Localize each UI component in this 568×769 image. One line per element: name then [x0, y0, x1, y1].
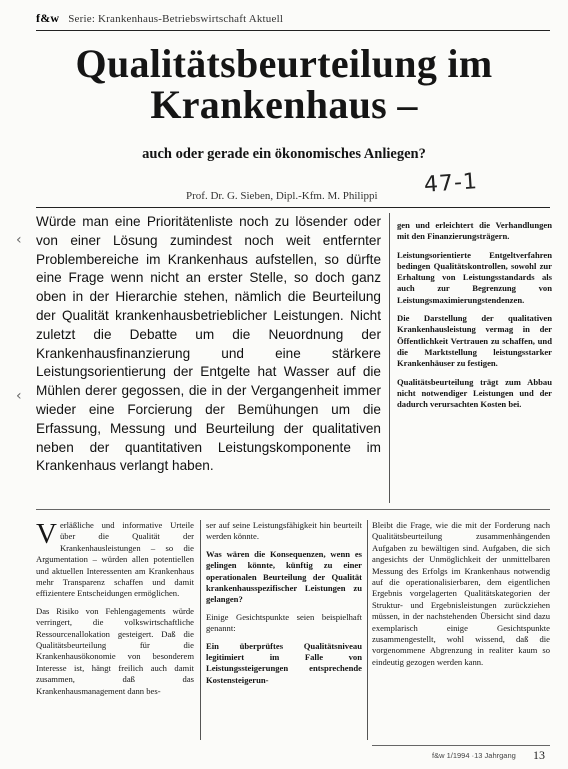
footer-rule: [372, 745, 550, 746]
title-line-2: Krankenhaus –: [150, 82, 418, 127]
header-rule: [36, 30, 550, 31]
key-points-column: [397, 220, 552, 417]
question-paragraph: Was wären die Konsequenzen, wenn es gelingen könnte, künftig zu einer operationalen Beurteilung der Qualität krankenhausspezifischer Leistungen zu gelangen?: [206, 548, 362, 605]
handwritten-note: 47-1: [423, 169, 479, 198]
column-divider: [367, 520, 368, 740]
journal-logo: f&w: [36, 11, 60, 25]
body-column-3: [372, 520, 550, 674]
article-title: [20, 43, 548, 125]
key-point: Die Darstellung der qualitativen Krankenhausleistung vermag in der Öffentlichkeit Vertrauen zu schaffen, und die Marktstellung leistungsstarker Krankenhäuser zu festigen.: [397, 313, 552, 369]
body-column-1: [36, 520, 194, 703]
article-authors: Prof. Dr. G. Sieben, Dipl.-Kfm. M. Philippi: [186, 190, 378, 202]
series-label: Serie: Krankenhaus-Betriebswirtschaft Aktuell: [68, 13, 284, 25]
authors-rule: [36, 207, 550, 208]
body-paragraph: ser auf seine Leistungsfähigkeit hin beurteilt werden könnte.: [206, 520, 362, 542]
margin-mark-icon: ‹: [16, 388, 22, 404]
lead-paragraph: Würde man eine Prioritätenliste noch zu lösender oder von einer Lösung zumindest noch weit entfernter Problembereiche im Krankenhaus aufstellen, so dürfte eine Frage wenn nicht an erster Stelle, so doch ganz oben in der Hierarchie stehen, nämlich die Beurteilung der Qualität krankenhausbetrieblicher Leistungen. Nicht zuletzt die Debatte um die Neuordnung der Krankenhausfinanzierung und eine stärkere Leistungsorientierung der Entgelte hat Wasser auf die Mühlen derer gegossen, die in der Vergangenheit immer wieder eine Forcierung der Bemühungen um die Erfassung, Messung und Beurteilung der qualitativen neben der quantitativen Leistungskomponente im Krankenhaus verlangt haben.: [36, 214, 381, 474]
key-point: Leistungsorientierte Entgeltverfahren bedingen Qualitätskontrollen, sowohl zur Erhaltung von Leistungsstandards als auch zur Begrenzung von Leistungsmaximierungstendenzen.: [397, 249, 552, 305]
body-paragraph: Bleibt die Frage, wie die mit der Forderung nach Qualitätsbeurteilung zusammenhängenden Aufgaben zu bewältigen sind. Aufgaben, die sich angesichts der Unmöglichkeit der unmittelbaren Messung des Erfolgs im Krankenhaus notwendig auf die operationalisierbaren, dem eigentlichen Ergebnis vorgelagerten Qualitätskategorien der Struktur- und Ergebnisleistungen zurückziehen müssen, in der nachstehenden Übersicht sind dazu exemplarisch einige Gesichtspunkte zusammengestellt, wohl wissend, daß die vorgenommene Abgrenzung in realiter kaum so eindeutig gezogen werden kann.: [372, 520, 550, 667]
article-subtitle: auch oder gerade ein ökonomisches Anliegen?: [142, 146, 426, 162]
title-line-1: Qualitätsbeurteilung im: [75, 41, 493, 86]
key-point: Qualitätsbeurteilung trägt zum Abbau nicht notwendiger Leistungen und der dadurch verursachten Kosten bei.: [397, 376, 552, 410]
footer-source: f&w 1/1994 ·13 Jahrgang: [432, 751, 516, 760]
column-divider: [200, 520, 201, 740]
body-paragraph: Das Risiko von Fehlengagements würde verringert, die volkswirtschaftliche Ressourcenallokation gesteigert. Daß die Qualitätsbeurteilung für die Krankenhausökonomie von besonderem Interesse ist, hängt freilich auch damit zusammen, daß das Krankenhausmanagement dann bes-: [36, 605, 194, 696]
section-rule: [36, 509, 550, 510]
margin-mark-icon: ‹: [16, 232, 22, 248]
drop-cap: V: [36, 518, 57, 550]
key-point: gen und erleichtert die Verhandlungen mit den Finanzierungsträgern.: [397, 220, 552, 242]
body-paragraph: Einige Gesichtspunkte seien beispielhaft genannt:: [206, 611, 362, 634]
body-paragraph: Verläßliche und informative Urteile über die Qualität der Krankenhausleistungen – so die Argumentation – würden allen potentiellen und aktuellen Interessenten am Krankenhaus mehr Transparenz schaffen und damit effizientere Entscheidungen ermöglichen.: [36, 518, 194, 599]
series-header: [36, 11, 283, 26]
page-number: 13: [533, 748, 545, 762]
body-column-2: [206, 520, 362, 692]
highlight-paragraph: Ein überprüftes Qualitätsniveau legitimiert im Falle von Leistungssteigerungen entsprechende Kostensteigerun-: [206, 640, 362, 685]
column-divider: [389, 213, 390, 503]
